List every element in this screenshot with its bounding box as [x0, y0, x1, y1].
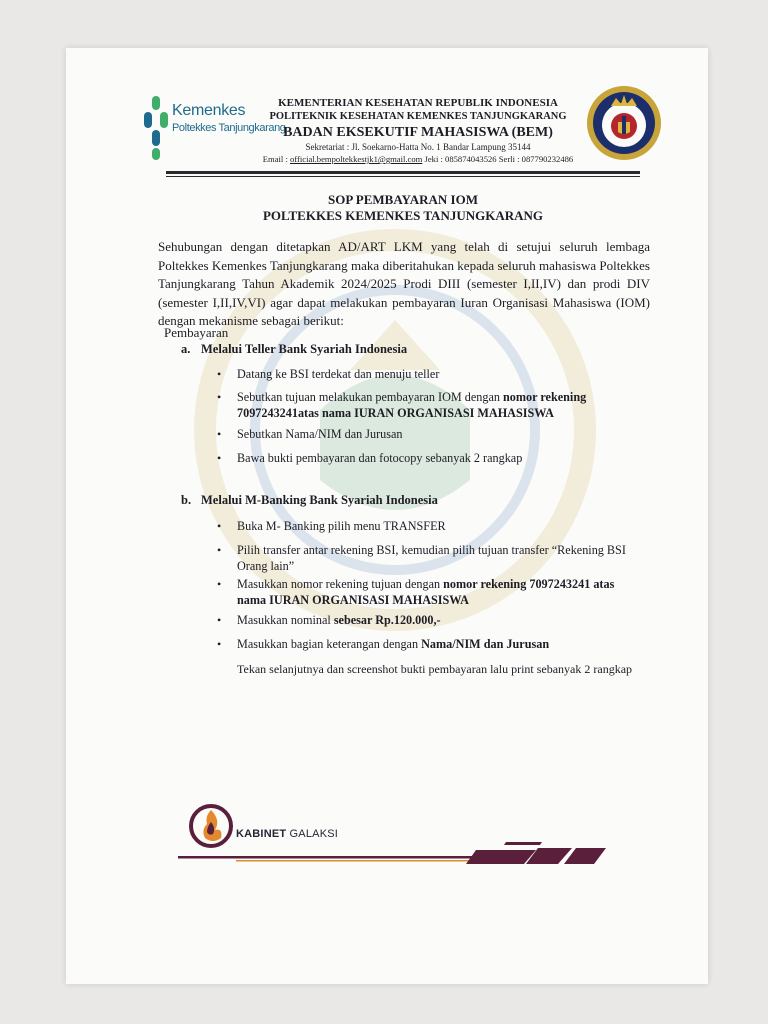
bullet-icon: • [217, 577, 222, 591]
item-text: Sebutkan Nama/NIM dan Jurusan [237, 427, 403, 441]
bullet-icon: • [217, 543, 222, 557]
brand-bold: KABINET [236, 828, 287, 840]
item-emphasis: Nama/NIM dan Jurusan [421, 637, 550, 651]
document-title [166, 192, 640, 224]
bullet-icon: • [217, 427, 222, 441]
section-a-heading [181, 341, 407, 357]
email-link[interactable]: official.bempoltekkestjk1@gmail.com [290, 154, 423, 164]
letterhead [248, 96, 588, 165]
bullet-icon: • [217, 367, 222, 381]
section-b-letter: b. [181, 493, 192, 507]
kemenkes-mark-icon [142, 94, 172, 162]
item-text: Buka M- Banking pilih menu TRANSFER [237, 519, 446, 533]
bullet-icon: • [217, 451, 222, 465]
bem-emblem-icon [585, 84, 663, 162]
item-text: Sebutkan tujuan melakukan pembayaran IOM dengan [237, 390, 504, 404]
section-b-heading [181, 492, 438, 508]
bullet-icon: • [217, 637, 222, 651]
letterhead-ministry: KEMENTERIAN KESEHATAN REPUBLIK INDONESIA [278, 97, 558, 109]
brand-rest: GALAKSI [286, 828, 339, 840]
item-text: Masukkan nomor rekening tujuan dengan [237, 577, 444, 591]
bullet-icon: • [217, 390, 222, 404]
closing-instruction: Tekan selanjutnya dan screenshot bukti pembayaran lalu print sebanyak 2 rangkap [237, 662, 633, 676]
letterhead-rule-thin [166, 176, 640, 177]
intro-paragraph: Sehubungan dengan ditetapkan AD/ART LKM yang telah di setujui seluruh lembaga Poltekkes Kemenkes Tanjungkarang maka diberitahukan kepada seluruh mahasiswa Poltekkes Tanjungkarang Tahun Akademik 2024/2025 Prodi DIII (semester I,II,IV) dan prodi DIV (semester I,II,IV,VI) agar dapat melakukan pembayaran Iuran Organisasi Mahasiswa (IOM) dengan mekanisme sebagai berikut: [158, 239, 650, 328]
item-emphasis: nomor rekening 7097243241atas nama IURAN ORGANISASI MAHASISWA [237, 390, 587, 420]
letterhead-rule-thick [166, 171, 640, 174]
section-a-title: Melalui Teller Bank Syariah Indonesia [201, 342, 408, 356]
payment-label: Pembayaran [164, 325, 229, 340]
contact-phones: Jeki : 085874043526 Serli : 087790232486 [422, 154, 574, 164]
footer-decorative-lines [176, 836, 612, 866]
bullet-icon: • [217, 519, 222, 533]
item-text: Masukkan nominal [237, 613, 334, 627]
letterhead-contact [248, 153, 588, 165]
section-b-title: Melalui M-Banking Bank Syariah Indonesia [201, 493, 438, 507]
item-text: Datang ke BSI terdekat dan menuju teller [237, 367, 440, 381]
item-text: Bawa bukti pembayaran dan fotocopy sebanyak 2 rangkap [237, 451, 523, 465]
item-text: Masukkan bagian keterangan dengan [237, 637, 422, 651]
letterhead-address: Sekretariat : Jl. Soekarno-Hatta No. 1 Bandar Lampung 35144 [305, 142, 531, 152]
item-emphasis: nomor rekening 7097243241 atas nama IURAN ORGANISASI MAHASISWA [237, 577, 615, 607]
kemenkes-logo-sub: Poltekkes Tanjungkarang [172, 122, 286, 134]
section-a-letter: a. [181, 342, 191, 356]
contact-prefix: Email : [262, 154, 290, 164]
kemenkes-logo-word: Kemenkes [172, 102, 246, 119]
letterhead-institution: POLITEKNIK KESEHATAN KEMENKES TANJUNGKARANG [269, 111, 567, 122]
letterhead-organization: BADAN EKSEKUTIF MAHASISWA (BEM) [283, 125, 553, 140]
title-line-1: SOP PEMBAYARAN IOM [327, 192, 478, 207]
item-emphasis: sebesar Rp.120.000,- [333, 613, 441, 627]
title-line-2: POLTEKKES KEMENKES TANJUNGKARANG [262, 208, 544, 223]
bullet-icon: • [217, 613, 222, 627]
item-text: Pilih transfer antar rekening BSI, kemudian pilih tujuan transfer “Rekening BSI Orang lain” [237, 543, 626, 573]
